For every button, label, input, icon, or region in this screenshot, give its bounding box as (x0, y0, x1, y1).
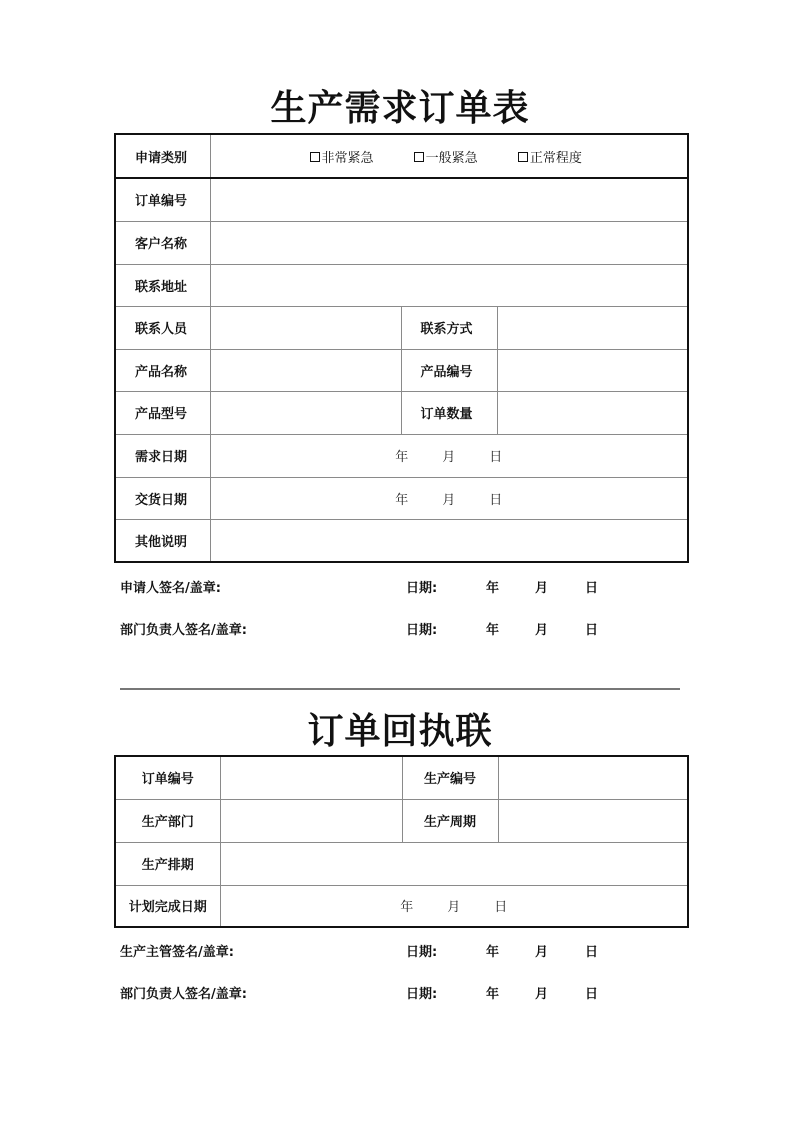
day-unit: 日 (585, 623, 599, 638)
customer-field[interactable] (210, 221, 688, 264)
month-unit: 月 (535, 623, 549, 638)
prod-no-field[interactable] (498, 756, 688, 799)
year-unit: 年 (395, 492, 409, 508)
address-field[interactable] (210, 264, 688, 306)
product-no-label: 产品编号 (401, 349, 497, 391)
prod-dept-field[interactable] (220, 799, 402, 842)
day-unit: 日 (585, 987, 599, 1002)
notes-field[interactable] (210, 519, 688, 562)
table-row (115, 799, 688, 842)
month-unit: 月 (535, 581, 549, 596)
order-no-field[interactable] (210, 178, 688, 221)
table-row (115, 178, 688, 221)
year-unit: 年 (486, 581, 500, 596)
year-unit: 年 (395, 450, 409, 465)
product-name-field[interactable] (210, 349, 401, 391)
table-row (115, 306, 688, 349)
option-very-urgent[interactable] (310, 147, 374, 166)
table-row (115, 885, 688, 927)
month-unit: 月 (535, 945, 549, 960)
month-unit: 月 (442, 492, 456, 508)
day-unit: 日 (489, 492, 503, 508)
product-no-field[interactable] (497, 349, 688, 391)
customer-label: 客户名称 (115, 221, 210, 264)
plan-date-label: 计划完成日期 (115, 885, 220, 927)
need-date-field[interactable] (210, 434, 688, 477)
order-receipt-form (114, 755, 689, 928)
option-label: 一般紧急 (425, 150, 478, 166)
notes-label: 其他说明 (115, 519, 210, 562)
year-unit: 年 (486, 945, 500, 960)
date-label: 日期: (406, 581, 438, 596)
checkbox-icon[interactable] (518, 152, 528, 162)
option-label: 正常程度 (529, 150, 582, 166)
prod-dept-label: 生产部门 (115, 799, 220, 842)
table-row (115, 842, 688, 885)
table-row (115, 264, 688, 306)
checkbox-icon[interactable] (310, 152, 320, 162)
contact-field[interactable] (210, 306, 401, 349)
day-unit: 日 (494, 900, 508, 916)
date-label: 日期: (406, 623, 438, 638)
category-label: 申请类别 (115, 134, 210, 178)
checkbox-icon[interactable] (414, 152, 424, 162)
table-row (115, 221, 688, 264)
signature-label: 部门负责人签名/盖章: (120, 987, 247, 1002)
contact-method-field[interactable] (497, 306, 688, 349)
date-label: 日期: (406, 987, 438, 1002)
delivery-date-field[interactable] (210, 477, 688, 519)
year-unit: 年 (486, 987, 500, 1002)
month-unit: 月 (442, 450, 456, 465)
order-qty-label: 订单数量 (401, 391, 497, 434)
prod-cycle-field[interactable] (498, 799, 688, 842)
schedule-field[interactable] (220, 842, 688, 885)
product-model-label: 产品型号 (115, 391, 210, 434)
month-unit: 月 (535, 987, 549, 1002)
form-title: 生产需求订单表 (270, 88, 530, 129)
order-no-label: 订单编号 (115, 178, 210, 221)
table-row (115, 519, 688, 562)
receipt-order-no-field[interactable] (220, 756, 402, 799)
table-row (115, 349, 688, 391)
table-row (115, 434, 688, 477)
order-qty-field[interactable] (497, 391, 688, 434)
table-row (115, 477, 688, 519)
receipt-order-no-label: 订单编号 (115, 756, 220, 799)
day-unit: 日 (585, 581, 599, 596)
month-unit: 月 (447, 900, 461, 916)
product-model-field[interactable] (210, 391, 401, 434)
category-options (210, 134, 688, 178)
product-name-label: 产品名称 (115, 349, 210, 391)
plan-date-field[interactable] (220, 885, 688, 927)
year-unit: 年 (400, 900, 414, 916)
table-row (115, 756, 688, 799)
signature-label: 生产主管签名/盖章: (120, 945, 234, 960)
need-date-label: 需求日期 (115, 434, 210, 477)
signature-label: 申请人签名/盖章: (120, 581, 221, 596)
address-label: 联系地址 (115, 264, 210, 306)
table-row (115, 391, 688, 434)
contact-method-label: 联系方式 (401, 306, 497, 349)
category-row (115, 134, 688, 178)
prod-cycle-label: 生产周期 (402, 799, 498, 842)
option-normal[interactable] (518, 147, 582, 166)
day-unit: 日 (489, 450, 503, 465)
prod-no-label: 生产编号 (402, 756, 498, 799)
option-label: 非常紧急 (321, 150, 374, 166)
contact-label: 联系人员 (115, 306, 210, 349)
day-unit: 日 (585, 945, 599, 960)
production-order-form (114, 133, 689, 563)
date-label: 日期: (406, 945, 438, 960)
delivery-date-label: 交货日期 (115, 477, 210, 519)
receipt-title: 订单回执联 (307, 711, 493, 752)
section-divider (120, 688, 680, 690)
schedule-label: 生产排期 (115, 842, 220, 885)
signature-label: 部门负责人签名/盖章: (120, 623, 247, 638)
option-urgent[interactable] (414, 147, 478, 166)
year-unit: 年 (486, 623, 500, 638)
